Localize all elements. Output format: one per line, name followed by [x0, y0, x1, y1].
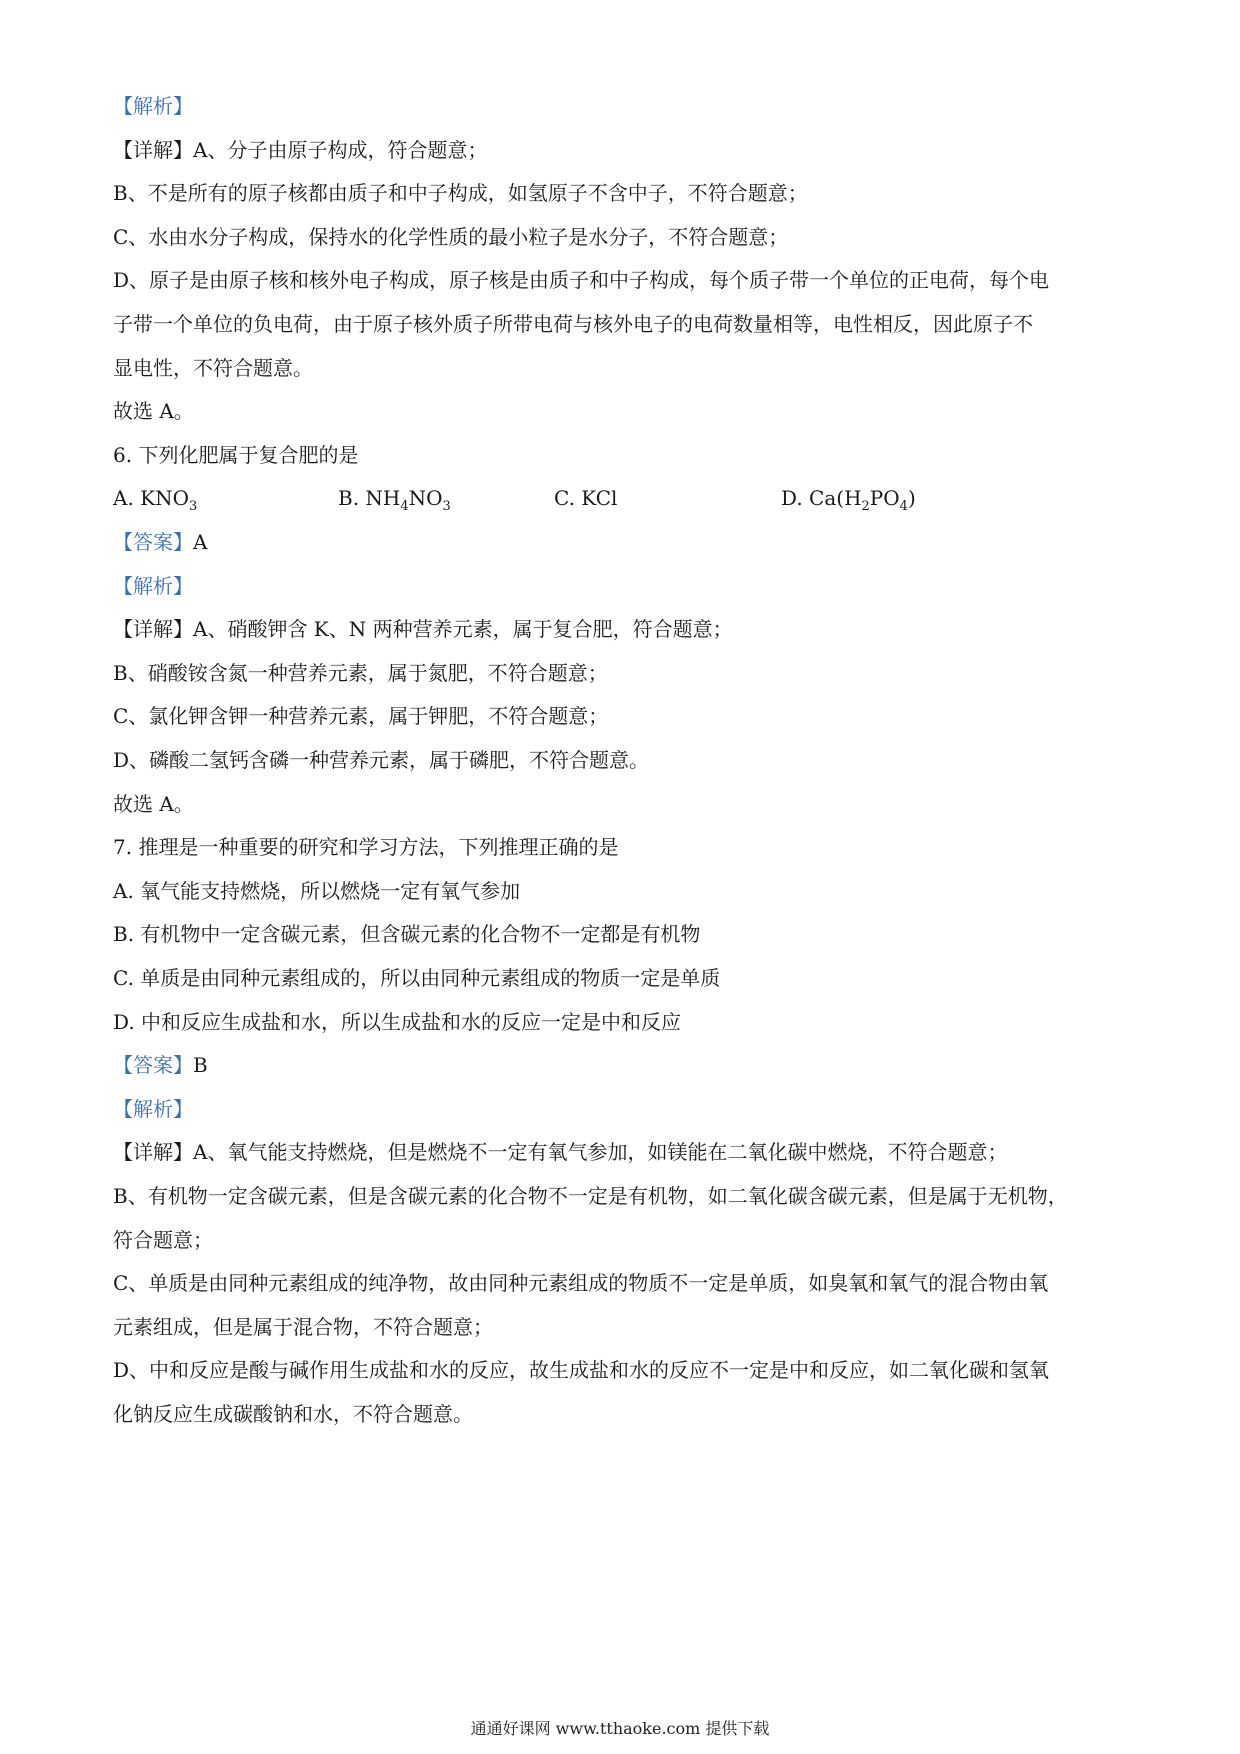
text-line: 子带一个单位的负电荷，由于原子核外质子所带电荷与核外电子的电荷数量相等，电性相反，因此原子不 [113, 312, 1033, 336]
detail-line [113, 615, 733, 643]
section-label: 【解析】 [113, 94, 193, 118]
answer-line [113, 528, 207, 556]
text-line: B、有机物一定含碳元素，但是含碳元素的化合物不一定是有机物，如二氧化碳含碳元素，但是属于无机物， [113, 1184, 1068, 1208]
text-line: D. 中和反应生成盐和水，所以生成盐和水的反应一定是中和反应 [113, 1010, 682, 1034]
q6-options [113, 484, 1113, 512]
text-line: B、硝酸铵含氮一种营养元素，属于氮肥，不符合题意； [113, 661, 608, 685]
answer-value: A [193, 530, 208, 554]
q6-option-b: B. $NH_4NO_3$ [338, 486, 451, 514]
text-line: 元素组成，但是属于混合物，不符合题意； [113, 1315, 493, 1339]
text-line: A. 氧气能支持燃烧，所以燃烧一定有氧气参加 [113, 879, 521, 903]
analysis-tag [113, 92, 193, 120]
analysis-tag [113, 1095, 193, 1123]
q6-option-c: C. KCl [554, 486, 618, 510]
section-label: 【解析】 [113, 1097, 193, 1121]
text-line: 6. 下列化肥属于复合肥的是 [113, 443, 359, 467]
text-line: 故选 A。 [113, 792, 194, 816]
analysis-tag [113, 572, 193, 600]
q6-option-d: D. $Ca(H_2PO_4)$ [781, 486, 916, 514]
section-label: 【解析】 [113, 574, 193, 598]
q6-option-a: A. $KNO_3$ [113, 486, 198, 514]
page-footer: 通通好课网 www.tthaoke.com 提供下载 [470, 1719, 770, 1738]
detail-line [113, 1138, 1007, 1166]
detail-label: 【详解】 [113, 138, 193, 162]
text-line: C、氯化钾含钾一种营养元素，属于钾肥，不符合题意； [113, 704, 609, 728]
detail-label: 【详解】 [113, 617, 193, 641]
answer-label: 【答案】 [113, 530, 193, 554]
text-line: B. 有机物中一定含碳元素，但含碳元素的化合物不一定都是有机物 [113, 922, 701, 946]
answer-value: B [193, 1053, 208, 1077]
text-line: D、原子是由原子核和核外电子构成，原子核是由质子和中子构成，每个质子带一个单位的正电荷，每个电 [113, 268, 1050, 292]
detail-text: A、氧气能支持燃烧，但是燃烧不一定有氧气参加，如镁能在二氧化碳中燃烧，不符合题意； [193, 1140, 1008, 1164]
text-line: 符合题意； [113, 1228, 213, 1252]
detail-label: 【详解】 [113, 1140, 193, 1164]
detail-text: A、硝酸钾含 K、N 两种营养元素，属于复合肥，符合题意； [193, 617, 733, 641]
text-line: 化钠反应生成碳酸钠和水，不符合题意。 [113, 1402, 473, 1426]
text-line: 显电性，不符合题意。 [113, 356, 313, 380]
text-line: D、磷酸二氢钙含磷一种营养元素，属于磷肥，不符合题意。 [113, 748, 650, 772]
text-line: C、水由水分子构成，保持水的化学性质的最小粒子是水分子，不符合题意； [113, 225, 789, 249]
text-line: D、中和反应是酸与碱作用生成盐和水的反应，故生成盐和水的反应不一定是中和反应，如二氧化碳和氢氧 [113, 1358, 1050, 1382]
answer-label: 【答案】 [113, 1053, 193, 1077]
text-line: 故选 A。 [113, 399, 194, 423]
detail-text: A、分子由原子构成，符合题意； [193, 138, 488, 162]
answer-line [113, 1051, 208, 1079]
detail-line [113, 136, 487, 164]
text-line: 7. 推理是一种重要的研究和学习方法，下列推理正确的是 [113, 835, 619, 859]
text-line: C. 单质是由同种元素组成的，所以由同种元素组成的物质一定是单质 [113, 966, 721, 990]
text-line: C、单质是由同种元素组成的纯净物，故由同种元素组成的物质不一定是单质，如臭氧和氧气的混合物由氧 [113, 1271, 1049, 1295]
text-line: B、不是所有的原子核都由质子和中子构成，如氢原子不含中子，不符合题意； [113, 181, 808, 205]
